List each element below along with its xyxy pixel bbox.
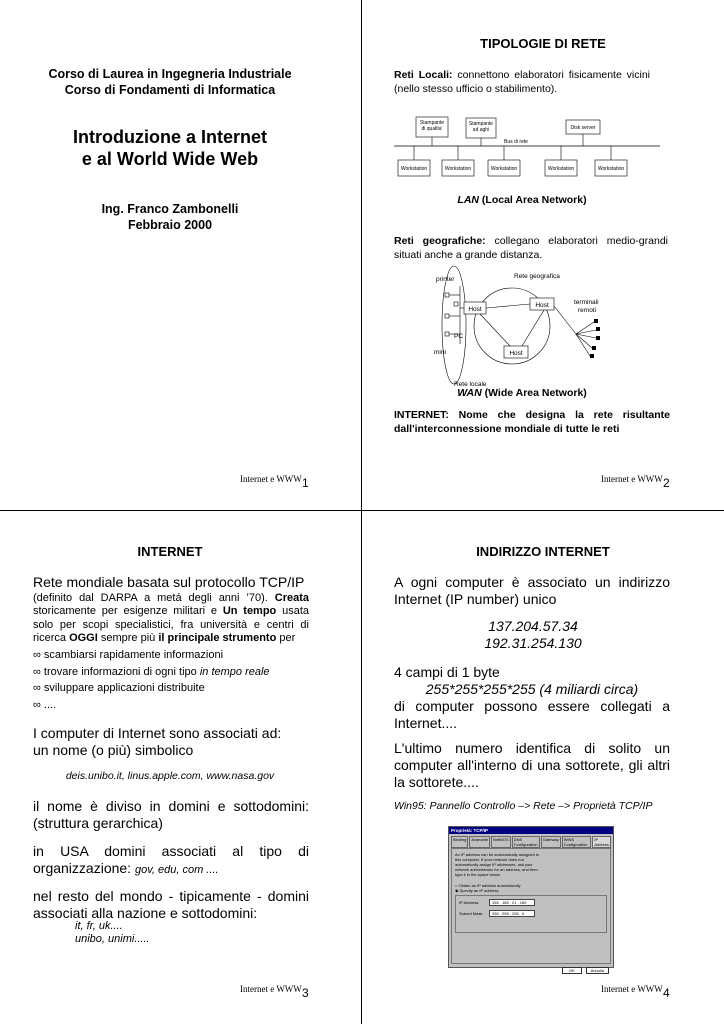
tab-netbios[interactable]: NetBIOS: [491, 836, 511, 848]
world-example-2: unibo, unimi.....: [75, 933, 150, 945]
terminals-label-2: remoti: [578, 307, 597, 314]
terminal: [592, 346, 596, 350]
wan-caption-abbr: WAN: [457, 387, 482, 399]
intro-bold-4: il principale strumento: [158, 632, 277, 644]
lan-diagram: [392, 112, 664, 184]
remote-terminals: [590, 319, 600, 358]
option-specify[interactable]: [455, 888, 607, 893]
bullet-icon: ∞: [33, 649, 41, 661]
slide-2-footer: Internet e WWW: [601, 474, 663, 484]
tab-binding[interactable]: Binding: [451, 836, 468, 848]
wan-link: [576, 334, 596, 338]
vertical-divider: [361, 0, 362, 1024]
ws-label: Workstation: [547, 166, 575, 172]
tab-wins[interactable]: WINS Configuration: [562, 836, 592, 848]
intro-b: storicamente per esigenze militari e: [33, 605, 223, 617]
workstations: [398, 146, 627, 176]
mask-row: [459, 910, 603, 917]
dialog-titlebar: Proprietà: TCP/IP: [449, 827, 613, 834]
dialog-description: An IP address can be automatically assigned to this computer. If your network does not automatically assign IP addresses, ask your network administrator for an address, and then type it in the space below.: [455, 852, 540, 877]
node: [445, 314, 449, 318]
bus-label: Bus di rete: [504, 139, 528, 145]
mask-label: Subnet Mask:: [459, 911, 484, 916]
course-heading: [0, 66, 340, 98]
names-line-1: I computer di Internet sono associati ad:: [33, 725, 282, 741]
tab-dns[interactable]: DNS Configuration: [512, 836, 540, 848]
world-examples: [75, 920, 150, 946]
intro-c: usata solo per scopi specialistici, fra università e centri di ricerca: [33, 605, 309, 644]
slide-2-page-number: 2: [663, 476, 670, 490]
terminal: [590, 354, 594, 358]
slide-1-footer: Internet e WWW: [240, 474, 302, 484]
ws-label: Workstation: [400, 166, 428, 172]
printer-1-label-1: Stampante: [419, 120, 445, 126]
ip-row: [459, 899, 603, 906]
title-line-2: e al World Wide Web: [81, 149, 259, 169]
node: [445, 332, 449, 336]
local-network-ellipse: [442, 266, 466, 384]
internet-definition: INTERNET: Nome che designa la rete risultante dall'interconnessione mondiale di tutte le reti: [394, 409, 670, 435]
wan-link: [480, 314, 510, 346]
domain-examples: deis.unibo.it, linus.apple.com, www.nasa.gov: [65, 770, 275, 782]
host-label-1: Host: [468, 306, 482, 313]
bytes-formula: 255*255*255*255 (4 miliardi circa): [425, 681, 639, 697]
lan-caption-text: (Local Area Network): [479, 194, 587, 206]
wan-link: [554, 306, 576, 334]
usa-text: in USA domini associati al tipo di organizzazione:: [33, 843, 309, 876]
bullet-text: sviluppare applicazioni distribuite: [43, 682, 205, 694]
author-name: Ing. Franco Zambonelli: [101, 202, 239, 216]
ip-examples: [362, 618, 704, 652]
intro-bold-3: OGGI: [69, 632, 98, 644]
ws-label: Workstation: [597, 166, 625, 172]
list-item: [33, 680, 313, 697]
list-item: [33, 664, 313, 681]
win95-path: Win95: Pannello Controllo –> Rete –> Proprietà TCP/IP: [394, 800, 653, 812]
bullet-icon: ∞: [33, 682, 41, 694]
ip-example-1: 137.204.57.34: [488, 618, 578, 634]
cancel-button[interactable]: Annulla: [586, 967, 609, 974]
wan-diagram: [430, 264, 610, 390]
host-label-3: Host: [509, 350, 523, 357]
course-line-2: Corso di Fondamenti di Informatica: [64, 83, 276, 97]
wan-caption-text: (Wide Area Network): [481, 387, 587, 399]
list-item: [33, 647, 313, 664]
bullet-text: ....: [43, 698, 57, 711]
author-date: Febbraio 2000: [127, 218, 213, 232]
radio-icon[interactable]: ○: [455, 883, 458, 888]
local-nodes: [445, 293, 460, 336]
slide-4-title: INDIRIZZO INTERNET: [476, 544, 610, 559]
list-item: [33, 697, 313, 714]
intro-lead: Rete mondiale basata sul protocollo TCP/IP: [33, 574, 305, 590]
ws-label: Workstation: [490, 166, 518, 172]
node: [445, 293, 449, 297]
wan-printer-label: printer: [436, 276, 455, 283]
wan-pc-label: PC: [454, 333, 464, 340]
terminal: [594, 319, 598, 323]
internet-intro: [33, 574, 309, 646]
intro-bold-2: Un tempo: [222, 605, 277, 617]
wan-link: [486, 304, 530, 308]
course-line-1: Corso di Laurea in Ingegneria Industriale: [48, 67, 292, 81]
bullet-icon: ∞: [33, 665, 41, 678]
slide-2-title: TIPOLOGIE DI RETE: [480, 36, 606, 51]
names-paragraph: [33, 725, 313, 759]
terminal: [596, 327, 600, 331]
bytes-conclusion: di computer possono essere collegati a Internet....: [394, 698, 670, 731]
option-specify-label: Specify an IP address: [459, 888, 499, 893]
terminals-label-1: terminali: [574, 299, 599, 306]
ip-paragraph: A ogni computer è associato un indirizzo Internet (IP number) unico: [394, 574, 670, 607]
intro-d: sempre più: [97, 632, 159, 644]
world-example-1: it, fr, uk....: [75, 920, 123, 932]
wan-paragraph: [394, 234, 668, 262]
wan-local-label: Rete locale: [454, 381, 487, 388]
host-label-2: Host: [535, 302, 549, 309]
intro-a: (definito dal DARPA a metá degli anni ’70).: [33, 591, 275, 604]
printer-2-label-2: ad aghi: [472, 127, 490, 133]
slide-4-footer: Internet e WWW: [601, 984, 663, 994]
slide-3-footer: Internet e WWW: [240, 984, 302, 994]
mask-field[interactable]: 255 . 255 . 255 . 0: [489, 910, 535, 917]
wan-text: collegano elaboratori medio-grandi situati anche a grande distanza.: [394, 235, 668, 261]
ip-label: IP Address:: [459, 900, 480, 905]
wan-link: [522, 310, 544, 346]
ws-label: Workstation: [444, 166, 472, 172]
intro-e: per: [276, 632, 296, 644]
dialog-buttons: [449, 967, 609, 974]
wan-mini-label: mini: [434, 349, 446, 356]
wan-link: [576, 334, 590, 356]
printer-1-label-2: di qualita': [421, 126, 443, 132]
wan-lead: Reti geografiche:: [394, 235, 486, 247]
slide-1-page-number: 1: [302, 476, 309, 490]
dialog-panel: [451, 848, 611, 964]
intro-bold-1: Creata: [274, 591, 309, 604]
bytes-paragraph: [394, 664, 670, 732]
lan-caption: [362, 194, 682, 206]
horizontal-divider: [0, 510, 724, 511]
usa-examples: gov, edu, com ....: [134, 864, 219, 876]
usa-paragraph: [33, 843, 309, 879]
title-line-1: Introduzione a Internet: [72, 127, 267, 147]
tab-avanzate[interactable]: Avanzate: [469, 836, 490, 848]
ok-button[interactable]: OK: [562, 967, 582, 974]
tab-gateway[interactable]: Gateway: [541, 836, 561, 848]
radio-selected-icon[interactable]: ◉: [455, 888, 459, 893]
node: [454, 302, 458, 306]
dialog-tabs: [451, 836, 611, 848]
subnet-paragraph: L'ultimo numero identifica di solito un computer all'interno di una sottorete, gli altri la sottorete....: [394, 740, 670, 790]
tab-ip-address[interactable]: IP Address: [594, 837, 610, 847]
wan-geo-label: Rete geografica: [514, 273, 560, 280]
world-paragraph: nel resto del mondo - tipicamente - domini associati alla nazione e sottodomini:: [33, 888, 309, 921]
bullet-text: trovare informazioni di ogni tipo: [43, 665, 200, 678]
bullet-text: scambiarsi rapidamente informazioni: [43, 649, 224, 661]
tcpip-dialog: [448, 826, 614, 973]
slide-4-page-number: 4: [663, 986, 670, 1000]
author-block: [0, 201, 340, 233]
ip-group: [455, 895, 607, 933]
lan-paragraph: [394, 68, 650, 96]
slide-1-title: [0, 126, 340, 170]
bullet-list: [33, 647, 313, 713]
bullet-icon: ∞: [33, 698, 41, 711]
slide-3-title: INTERNET: [137, 544, 203, 559]
ip-example-2: 192.31.254.130: [484, 635, 582, 651]
lan-lead: Reti Locali:: [394, 69, 453, 81]
terminal: [596, 336, 600, 340]
option-auto-label: Obtain an IP address automatically: [458, 883, 521, 888]
slide-3-page-number: 3: [302, 986, 309, 1000]
disk-server-label: Disk server: [570, 125, 596, 131]
printer-2-label-1: Stampante: [468, 121, 494, 127]
wan-caption: [362, 387, 682, 399]
bytes-line: 4 campi di 1 byte: [394, 664, 500, 680]
wan-link: [576, 334, 592, 348]
bullet-italic: in tempo reale: [199, 665, 270, 678]
names-line-2: un nome (o più) simbolico: [33, 742, 194, 758]
lan-caption-abbr: LAN: [457, 194, 480, 206]
ip-field[interactable]: 155 . 185 . 21 . 189: [489, 899, 535, 906]
lan-text: connettono elaboratori fisicamente vicini (nello stesso ufficio o stabilimento).: [394, 69, 651, 95]
domains-paragraph: il nome è diviso in domini e sottodomini: (struttura gerarchica): [33, 798, 309, 831]
